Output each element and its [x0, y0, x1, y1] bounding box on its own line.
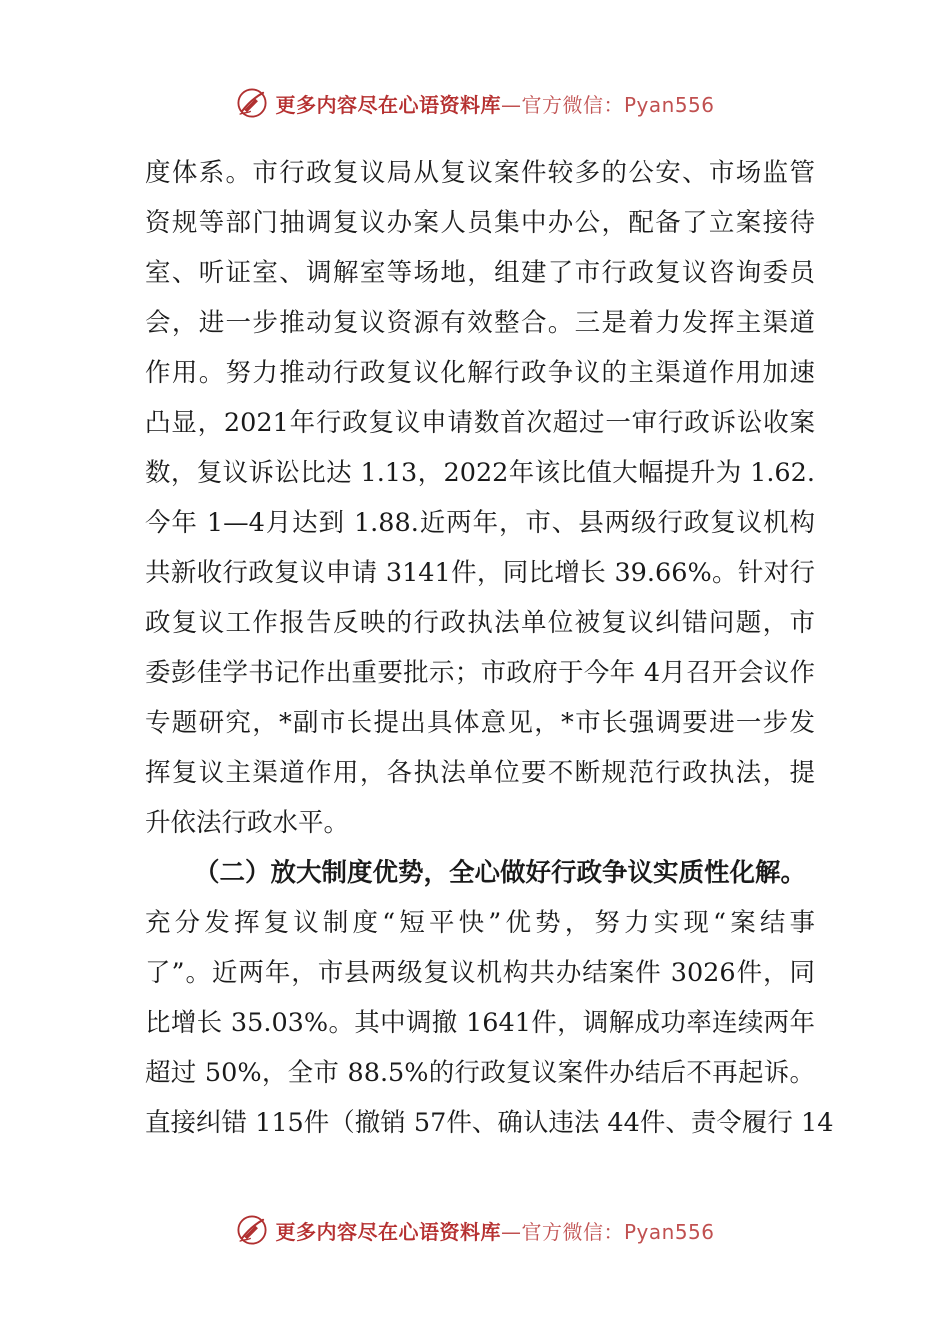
footer-wechat-id: Pyan556 — [623, 1219, 715, 1244]
footer-site: 更多内容尽在心语资料库 — [275, 1219, 501, 1244]
text-line: 直接纠错 115件（撤销 57件、确认违法 44件、责令履行 14 — [145, 1108, 834, 1138]
footer-wechat-label: 官方微信： — [521, 1219, 624, 1244]
header-wechat-label: 官方微信： — [521, 92, 624, 117]
pen-logo-icon — [235, 86, 269, 120]
text-line: 会，进一步推动复议资源有效整合。三是着力发挥主渠道 — [145, 308, 815, 338]
footer-banner — [0, 1210, 950, 1250]
document-body — [145, 148, 834, 1148]
text-line: 了”。近两年，市县两级复议机构共办结案件 3026件，同 — [145, 958, 815, 988]
header-dash: — — [500, 92, 522, 117]
text-line: 升依法行政水平。 — [145, 808, 350, 838]
text-line: 比增长 35.03%。其中调撤 1641件，调解成功率连续两年 — [145, 1008, 815, 1038]
header-site: 更多内容尽在心语资料库 — [275, 92, 501, 117]
text-line: 凸显，2021年行政复议申请数首次超过一审行政诉讼收案 — [145, 408, 815, 438]
header-text — [275, 89, 714, 118]
text-line: 政复议工作报告反映的行政执法单位被复议纠错问题，市 — [145, 608, 815, 638]
text-line: 充分发挥复议制度“短平快”优势，努力实现“案结事 — [145, 908, 815, 938]
header-banner — [0, 83, 950, 123]
footer-dash: — — [500, 1219, 522, 1244]
text-line: 专题研究，*副市长提出具体意见，*市长强调要进一步发 — [145, 708, 815, 738]
text-line: 委彭佳学书记作出重要批示；市政府于今年 4月召开会议作 — [145, 658, 815, 688]
text-line: 数，复议诉讼比达 1.13，2022年该比值大幅提升为 1.62. — [145, 458, 815, 488]
pen-logo-icon — [235, 1213, 269, 1247]
text-line: 资规等部门抽调复议办案人员集中办公，配备了立案接待 — [145, 208, 815, 238]
text-line: 度体系。市行政复议局从复议案件较多的公安、市场监管 — [145, 158, 815, 188]
text-line: 超过 50%，全市 88.5%的行政复议案件办结后不再起诉。 — [145, 1058, 815, 1088]
text-line: 作用。努力推动行政复议化解行政争议的主渠道作用加速 — [145, 358, 815, 388]
text-line: 今年 1—4月达到 1.88.近两年，市、县两级行政复议机构 — [145, 508, 815, 538]
text-line: 挥复议主渠道作用，各执法单位要不断规范行政执法，提 — [145, 758, 815, 788]
section-heading: （二）放大制度优势，全心做好行政争议实质性化解。 — [194, 858, 807, 888]
text-line: 室、听证室、调解室等场地，组建了市行政复议咨询委员 — [145, 258, 815, 288]
footer-text — [275, 1216, 714, 1245]
header-wechat-id: Pyan556 — [623, 92, 715, 117]
text-line: 共新收行政复议申请 3141件，同比增长 39.66%。针对行 — [145, 558, 815, 588]
